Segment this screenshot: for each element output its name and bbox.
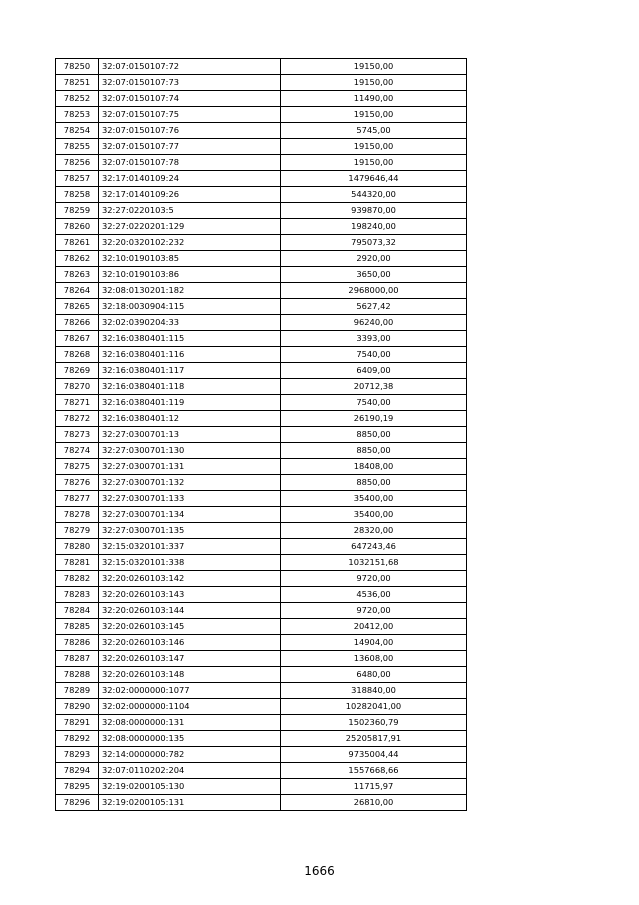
cadastral-number-cell: 32:15:0320101:337 xyxy=(99,539,281,555)
table-row xyxy=(56,635,467,651)
page-number: 1666 xyxy=(304,864,335,878)
value-cell: 4536,00 xyxy=(281,587,467,603)
cadastral-number-cell: 32:27:0300701:132 xyxy=(99,475,281,491)
table-row xyxy=(56,363,467,379)
row-number-cell: 78253 xyxy=(56,107,99,123)
cadastral-number-cell: 32:07:0150107:78 xyxy=(99,155,281,171)
row-number-cell: 78258 xyxy=(56,187,99,203)
row-number-cell: 78292 xyxy=(56,731,99,747)
row-number-cell: 78262 xyxy=(56,251,99,267)
row-number-cell: 78264 xyxy=(56,283,99,299)
value-cell: 10282041,00 xyxy=(281,699,467,715)
table-row xyxy=(56,187,467,203)
row-number-cell: 78274 xyxy=(56,443,99,459)
value-cell: 1479646,44 xyxy=(281,171,467,187)
value-cell: 6409,00 xyxy=(281,363,467,379)
value-cell: 19150,00 xyxy=(281,139,467,155)
row-number-cell: 78281 xyxy=(56,555,99,571)
value-cell: 11715,97 xyxy=(281,779,467,795)
table-row xyxy=(56,139,467,155)
cadastral-value-table xyxy=(55,58,467,811)
table-row xyxy=(56,235,467,251)
row-number-cell: 78261 xyxy=(56,235,99,251)
row-number-cell: 78270 xyxy=(56,379,99,395)
row-number-cell: 78288 xyxy=(56,667,99,683)
cadastral-number-cell: 32:07:0150107:72 xyxy=(99,59,281,75)
cadastral-number-cell: 32:07:0150107:75 xyxy=(99,107,281,123)
row-number-cell: 78290 xyxy=(56,699,99,715)
table-row xyxy=(56,411,467,427)
value-cell: 28320,00 xyxy=(281,523,467,539)
value-cell: 35400,00 xyxy=(281,507,467,523)
table-row xyxy=(56,347,467,363)
table-row xyxy=(56,299,467,315)
row-number-cell: 78271 xyxy=(56,395,99,411)
row-number-cell: 78273 xyxy=(56,427,99,443)
value-cell: 8850,00 xyxy=(281,475,467,491)
value-cell: 96240,00 xyxy=(281,315,467,331)
table-row xyxy=(56,107,467,123)
value-cell: 18408,00 xyxy=(281,459,467,475)
cadastral-number-cell: 32:20:0260103:144 xyxy=(99,603,281,619)
value-cell: 20412,00 xyxy=(281,619,467,635)
value-cell: 647243,46 xyxy=(281,539,467,555)
value-cell: 2968000,00 xyxy=(281,283,467,299)
row-number-cell: 78283 xyxy=(56,587,99,603)
value-cell: 5745,00 xyxy=(281,123,467,139)
row-number-cell: 78289 xyxy=(56,683,99,699)
table-row xyxy=(56,395,467,411)
table-row xyxy=(56,219,467,235)
row-number-cell: 78263 xyxy=(56,267,99,283)
value-cell: 14904,00 xyxy=(281,635,467,651)
row-number-cell: 78291 xyxy=(56,715,99,731)
cadastral-number-cell: 32:08:0000000:135 xyxy=(99,731,281,747)
cadastral-number-cell: 32:10:0190103:85 xyxy=(99,251,281,267)
table-row xyxy=(56,523,467,539)
row-number-cell: 78276 xyxy=(56,475,99,491)
row-number-cell: 78260 xyxy=(56,219,99,235)
table-row xyxy=(56,715,467,731)
table-row xyxy=(56,587,467,603)
value-cell: 1502360,79 xyxy=(281,715,467,731)
table-row xyxy=(56,475,467,491)
cadastral-number-cell: 32:16:0380401:119 xyxy=(99,395,281,411)
value-cell: 1557668,66 xyxy=(281,763,467,779)
row-number-cell: 78284 xyxy=(56,603,99,619)
row-number-cell: 78256 xyxy=(56,155,99,171)
cadastral-number-cell: 32:19:0200105:130 xyxy=(99,779,281,795)
table-row xyxy=(56,59,467,75)
cadastral-number-cell: 32:02:0000000:1104 xyxy=(99,699,281,715)
cadastral-number-cell: 32:20:0260103:145 xyxy=(99,619,281,635)
cadastral-number-cell: 32:17:0140109:26 xyxy=(99,187,281,203)
value-cell: 9720,00 xyxy=(281,571,467,587)
value-cell: 7540,00 xyxy=(281,347,467,363)
cadastral-number-cell: 32:07:0150107:76 xyxy=(99,123,281,139)
table-row xyxy=(56,203,467,219)
table-row xyxy=(56,795,467,811)
table-row xyxy=(56,763,467,779)
table-row xyxy=(56,683,467,699)
cadastral-number-cell: 32:18:0030904:115 xyxy=(99,299,281,315)
value-cell: 20712,38 xyxy=(281,379,467,395)
value-cell: 35400,00 xyxy=(281,491,467,507)
row-number-cell: 78285 xyxy=(56,619,99,635)
row-number-cell: 78266 xyxy=(56,315,99,331)
table-row xyxy=(56,491,467,507)
table-row xyxy=(56,459,467,475)
cadastral-number-cell: 32:20:0260103:147 xyxy=(99,651,281,667)
value-cell: 8850,00 xyxy=(281,443,467,459)
row-number-cell: 78294 xyxy=(56,763,99,779)
table-body xyxy=(56,59,467,811)
cadastral-number-cell: 32:19:0200105:131 xyxy=(99,795,281,811)
table-row xyxy=(56,171,467,187)
row-number-cell: 78287 xyxy=(56,651,99,667)
value-cell: 11490,00 xyxy=(281,91,467,107)
cadastral-number-cell: 32:20:0260103:146 xyxy=(99,635,281,651)
cadastral-number-cell: 32:02:0000000:1077 xyxy=(99,683,281,699)
value-cell: 19150,00 xyxy=(281,59,467,75)
row-number-cell: 78265 xyxy=(56,299,99,315)
cadastral-number-cell: 32:07:0150107:74 xyxy=(99,91,281,107)
value-cell: 318840,00 xyxy=(281,683,467,699)
cadastral-number-cell: 32:17:0140109:24 xyxy=(99,171,281,187)
value-cell: 8850,00 xyxy=(281,427,467,443)
table-row xyxy=(56,443,467,459)
cadastral-number-cell: 32:02:0390204:33 xyxy=(99,315,281,331)
cadastral-number-cell: 32:16:0380401:115 xyxy=(99,331,281,347)
value-cell: 26810,00 xyxy=(281,795,467,811)
value-cell: 544320,00 xyxy=(281,187,467,203)
table-row xyxy=(56,555,467,571)
value-cell: 5627,42 xyxy=(281,299,467,315)
row-number-cell: 78251 xyxy=(56,75,99,91)
cadastral-number-cell: 32:07:0150107:77 xyxy=(99,139,281,155)
cadastral-number-cell: 32:27:0300701:130 xyxy=(99,443,281,459)
table-row xyxy=(56,331,467,347)
table-row xyxy=(56,427,467,443)
table-row xyxy=(56,283,467,299)
cadastral-number-cell: 32:27:0300701:13 xyxy=(99,427,281,443)
cadastral-number-cell: 32:27:0300701:135 xyxy=(99,523,281,539)
value-cell: 26190,19 xyxy=(281,411,467,427)
cadastral-number-cell: 32:27:0300701:134 xyxy=(99,507,281,523)
row-number-cell: 78268 xyxy=(56,347,99,363)
row-number-cell: 78257 xyxy=(56,171,99,187)
value-cell: 3650,00 xyxy=(281,267,467,283)
table-row xyxy=(56,779,467,795)
value-cell: 6480,00 xyxy=(281,667,467,683)
cadastral-number-cell: 32:27:0300701:133 xyxy=(99,491,281,507)
value-cell: 19150,00 xyxy=(281,75,467,91)
value-cell: 9720,00 xyxy=(281,603,467,619)
cadastral-number-cell: 32:10:0190103:86 xyxy=(99,267,281,283)
value-cell: 2920,00 xyxy=(281,251,467,267)
cadastral-number-cell: 32:07:0110202:204 xyxy=(99,763,281,779)
row-number-cell: 78272 xyxy=(56,411,99,427)
row-number-cell: 78259 xyxy=(56,203,99,219)
value-cell: 198240,00 xyxy=(281,219,467,235)
value-cell: 1032151,68 xyxy=(281,555,467,571)
row-number-cell: 78254 xyxy=(56,123,99,139)
row-number-cell: 78269 xyxy=(56,363,99,379)
row-number-cell: 78295 xyxy=(56,779,99,795)
table-row xyxy=(56,667,467,683)
table-row xyxy=(56,75,467,91)
row-number-cell: 78296 xyxy=(56,795,99,811)
table-row xyxy=(56,539,467,555)
cadastral-number-cell: 32:14:0000000:782 xyxy=(99,747,281,763)
cadastral-number-cell: 32:08:0130201:182 xyxy=(99,283,281,299)
cadastral-number-cell: 32:15:0320101:338 xyxy=(99,555,281,571)
cadastral-number-cell: 32:16:0380401:116 xyxy=(99,347,281,363)
table-row xyxy=(56,651,467,667)
row-number-cell: 78282 xyxy=(56,571,99,587)
row-number-cell: 78293 xyxy=(56,747,99,763)
table-row xyxy=(56,155,467,171)
value-cell: 13608,00 xyxy=(281,651,467,667)
cadastral-number-cell: 32:08:0000000:131 xyxy=(99,715,281,731)
table-row xyxy=(56,619,467,635)
value-cell: 7540,00 xyxy=(281,395,467,411)
value-cell: 19150,00 xyxy=(281,107,467,123)
value-cell: 25205817,91 xyxy=(281,731,467,747)
row-number-cell: 78255 xyxy=(56,139,99,155)
row-number-cell: 78277 xyxy=(56,491,99,507)
cadastral-number-cell: 32:20:0320102:232 xyxy=(99,235,281,251)
cadastral-number-cell: 32:07:0150107:73 xyxy=(99,75,281,91)
table-row xyxy=(56,251,467,267)
table-row xyxy=(56,699,467,715)
value-cell: 3393,00 xyxy=(281,331,467,347)
value-cell: 795073,32 xyxy=(281,235,467,251)
table-row xyxy=(56,507,467,523)
cadastral-number-cell: 32:27:0220103:5 xyxy=(99,203,281,219)
table-row xyxy=(56,747,467,763)
table-row xyxy=(56,315,467,331)
row-number-cell: 78286 xyxy=(56,635,99,651)
row-number-cell: 78278 xyxy=(56,507,99,523)
cadastral-number-cell: 32:16:0380401:118 xyxy=(99,379,281,395)
cadastral-number-cell: 32:20:0260103:143 xyxy=(99,587,281,603)
row-number-cell: 78252 xyxy=(56,91,99,107)
value-cell: 19150,00 xyxy=(281,155,467,171)
table-row xyxy=(56,123,467,139)
table-row xyxy=(56,731,467,747)
row-number-cell: 78280 xyxy=(56,539,99,555)
table-row xyxy=(56,267,467,283)
value-cell: 939870,00 xyxy=(281,203,467,219)
value-cell: 9735004,44 xyxy=(281,747,467,763)
row-number-cell: 78279 xyxy=(56,523,99,539)
table-row xyxy=(56,91,467,107)
table-row xyxy=(56,379,467,395)
cadastral-number-cell: 32:16:0380401:12 xyxy=(99,411,281,427)
table-row xyxy=(56,603,467,619)
row-number-cell: 78275 xyxy=(56,459,99,475)
cadastral-number-cell: 32:27:0300701:131 xyxy=(99,459,281,475)
table-row xyxy=(56,571,467,587)
cadastral-number-cell: 32:16:0380401:117 xyxy=(99,363,281,379)
row-number-cell: 78267 xyxy=(56,331,99,347)
row-number-cell: 78250 xyxy=(56,59,99,75)
cadastral-number-cell: 32:20:0260103:148 xyxy=(99,667,281,683)
cadastral-number-cell: 32:27:0220201:129 xyxy=(99,219,281,235)
cadastral-number-cell: 32:20:0260103:142 xyxy=(99,571,281,587)
